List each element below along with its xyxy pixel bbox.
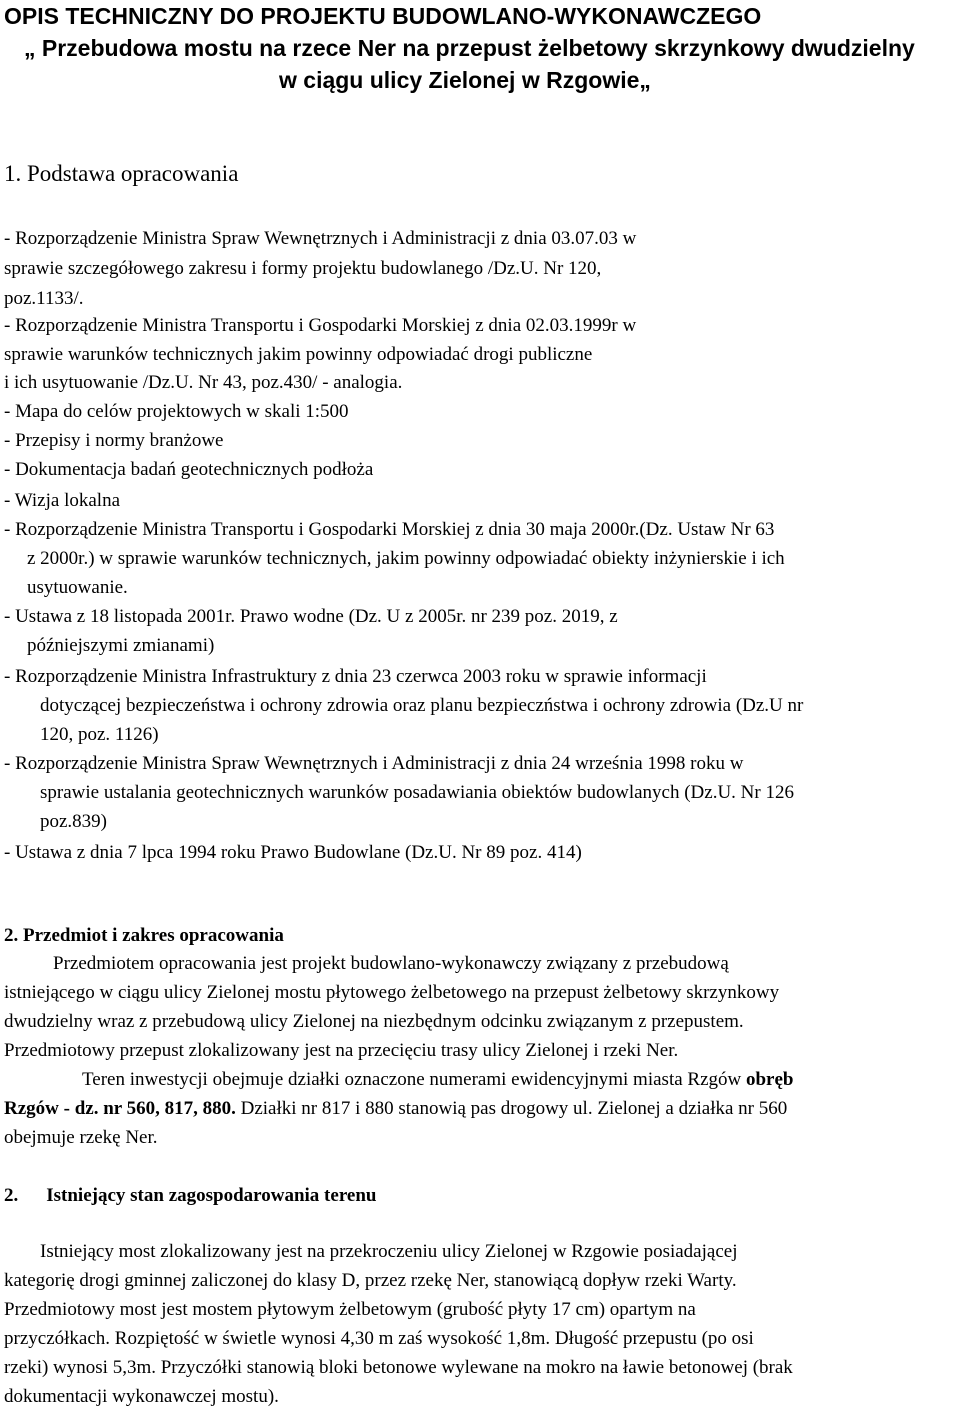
list-item-continuation: 120, poz. 1126) <box>40 724 159 745</box>
list-item: - Rozporządzenie Ministra Infrastruktury z dnia 23 czerwca 2003 roku w sprawie informacji <box>4 666 707 687</box>
section-3-number: 2. <box>4 1185 19 1206</box>
section-3-heading <box>4 1185 376 1207</box>
paragraph-line: istniejącego w ciągu ulicy Zielonej mostu płytowego żelbetowego na przepust żelbetowy skrzynkowy <box>4 982 780 1003</box>
list-item-continuation: usytuowanie. <box>27 577 128 598</box>
paragraph-line: i ich usytuowanie /Dz.U. Nr 43, poz.430/ - analogia. <box>4 372 403 393</box>
list-item-continuation: sprawie ustalania geotechnicznych warunków posadawiania obiektów budowlanych (Dz.U. Nr 126 <box>40 782 794 803</box>
paragraph-line: - Rozporządzenie Ministra Spraw Wewnętrznych i Administracji z dnia 03.07.03 w <box>4 228 637 249</box>
paragraph-line: Przedmiotowy przepust zlokalizowany jest na przecięciu trasy ulicy Zielonej i rzeki Ner. <box>4 1040 679 1061</box>
paragraph-line: przyczółkach. Rozpiętość w świetle wynosi 4,30 m zaś wysokość 1,8m. Długość przepustu (po osi <box>4 1328 754 1349</box>
list-item-continuation: późniejszymi zmianami) <box>27 635 215 656</box>
paragraph-text: Teren inwestycji obejmuje działki oznaczone numerami ewidencyjnymi miasta Rzgów <box>82 1069 746 1090</box>
bold-text: obręb <box>745 1069 794 1090</box>
paragraph-line: Istniejący most zlokalizowany jest na przekroczeniu ulicy Zielonej w Rzgowie posiadającej <box>40 1241 738 1262</box>
paragraph-line: Przedmiotem opracowania jest projekt budowlano-wykonawczy związany z przebudową <box>53 953 729 974</box>
paragraph-line: dwudzielny wraz z przebudową ulicy Zielonej na niezbędnym odcinku związanym z przepustem. <box>4 1011 744 1032</box>
list-item: - Ustawa z 18 listopada 2001r. Prawo wodne (Dz. U z 2005r. nr 239 poz. 2019, z <box>4 606 618 627</box>
paragraph-line: - Rozporządzenie Ministra Transportu i Gospodarki Morskiej z dnia 02.03.1999r w <box>4 315 637 336</box>
paragraph-line <box>4 1098 787 1120</box>
list-item: - Przepisy i normy branżowe <box>4 430 224 451</box>
list-item: - Rozporządzenie Ministra Spraw Wewnętrznych i Administracji z dnia 24 września 1998 roku w <box>4 753 744 774</box>
paragraph-line <box>82 1069 793 1091</box>
section-2-heading: 2. Przedmiot i zakres opracowania <box>4 925 284 946</box>
section-3-title: Istniejący stan zagospodarowania terenu <box>46 1185 377 1206</box>
document-title-line-2: „ Przebudowa mostu na rzece Ner na przepust żelbetowy skrzynkowy dwudzielny <box>24 35 915 61</box>
list-item: - Rozporządzenie Ministra Transportu i Gospodarki Morskiej z dnia 30 maja 2000r.(Dz. Ustaw Nr 63 <box>4 519 775 540</box>
paragraph-line: dokumentacji wykonawczej mostu). <box>4 1386 279 1407</box>
list-item-continuation: z 2000r.) w sprawie warunków technicznych, jakim powinny odpowiadać obiekty inżynierskie i ich <box>27 548 785 569</box>
paragraph-line: sprawie warunków technicznych jakim powinny odpowiadać drogi publiczne <box>4 344 593 365</box>
list-item: - Dokumentacja badań geotechnicznych podłoża <box>4 459 374 480</box>
list-item: - Mapa do celów projektowych w skali 1:500 <box>4 401 349 422</box>
section-1-heading: 1. Podstawa opracowania <box>4 161 239 186</box>
document-title-line-1: OPIS TECHNICZNY DO PROJEKTU BUDOWLANO-WYKONAWCZEGO <box>4 3 762 29</box>
list-item: - Ustawa z dnia 7 lpca 1994 roku Prawo Budowlane (Dz.U. Nr 89 poz. 414) <box>4 842 582 863</box>
bold-text: Rzgów - dz. nr 560, 817, 880. <box>4 1098 236 1119</box>
list-item-continuation: poz.839) <box>40 811 108 832</box>
list-item-continuation: dotyczącej bezpieczeństwa i ochrony zdrowia oraz planu bezpieczństwa i ochrony zdrowia (Dz.U nr <box>40 695 804 716</box>
document-title-line-3: w ciągu ulicy Zielonej w Rzgowie„ <box>279 67 651 93</box>
paragraph-line: kategorię drogi gminnej zaliczonej do klasy D, przez rzekę Ner, stanowiącą dopływ rzeki Warty. <box>4 1270 737 1291</box>
paragraph-line: obejmuje rzekę Ner. <box>4 1127 158 1148</box>
list-item: - Wizja lokalna <box>4 490 121 511</box>
paragraph-line: sprawie szczegółowego zakresu i formy projektu budowlanego /Dz.U. Nr 120, <box>4 258 602 279</box>
paragraph-text: Działki nr 817 i 880 stanowią pas drogowy ul. Zielonej a działka nr 560 <box>235 1098 788 1119</box>
paragraph-line: poz.1133/. <box>4 288 84 309</box>
paragraph-line: rzeki) wynosi 5,3m. Przyczółki stanowią bloki betonowe wylewane na mokro na ławie betonowej (brak <box>4 1357 793 1378</box>
paragraph-line: Przedmiotowy most jest mostem płytowym żelbetowym (grubość płyty 17 cm) opartym na <box>4 1299 696 1320</box>
